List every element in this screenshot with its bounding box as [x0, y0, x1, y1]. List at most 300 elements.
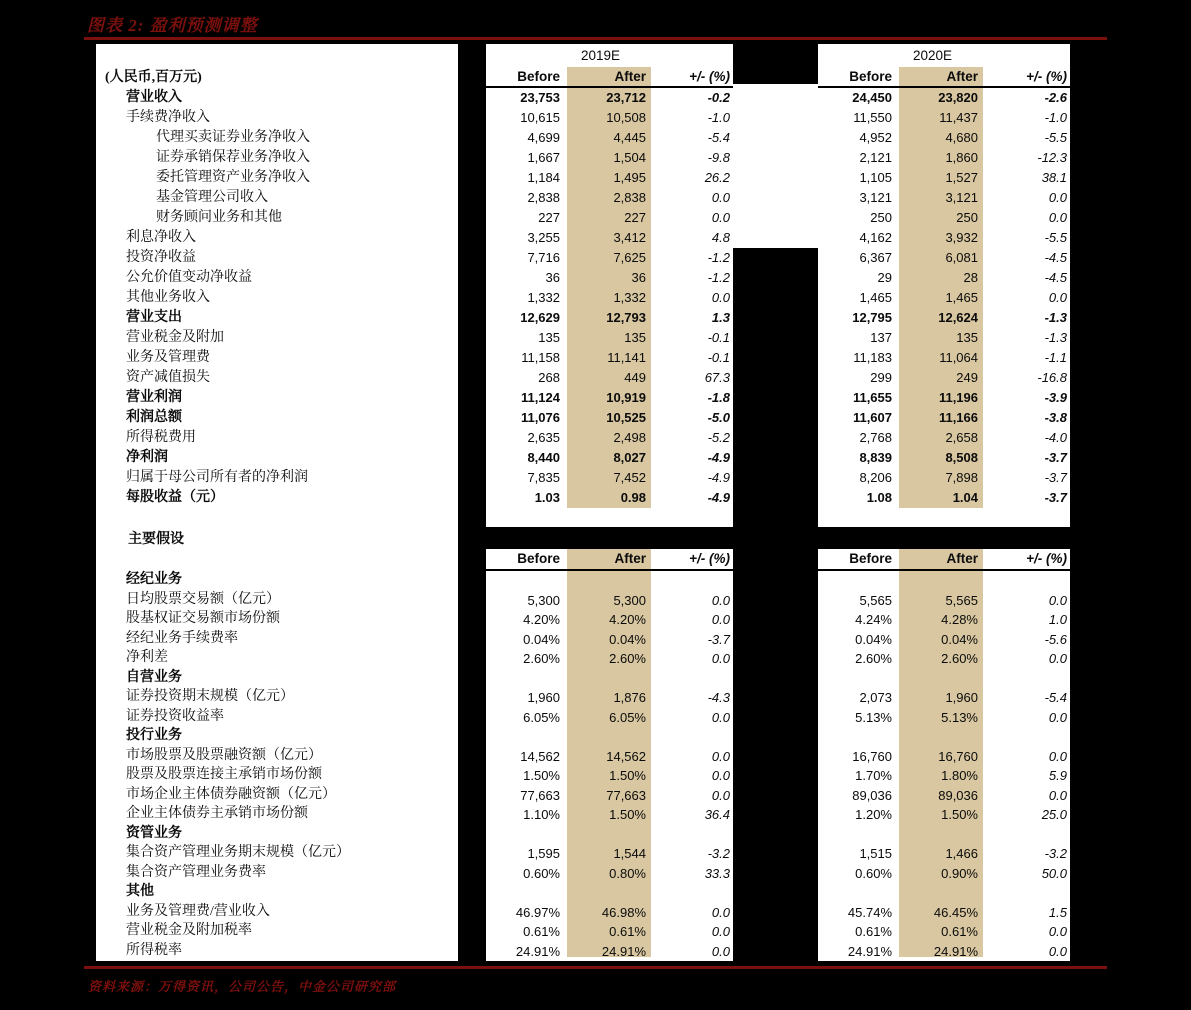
value-before: 89,036	[852, 787, 892, 803]
value-chg	[651, 727, 733, 747]
value-chg: 0.0	[711, 210, 730, 225]
value-after: 8,027	[613, 450, 646, 465]
value-after: 4.20%	[609, 612, 646, 627]
col-header-chg: +/- (%)	[1026, 69, 1067, 84]
value-after: 2,838	[613, 190, 646, 205]
value-chg: -3.2	[707, 846, 730, 861]
table-row	[486, 669, 733, 689]
value-chg: 0.0	[1048, 787, 1067, 803]
table-row	[818, 669, 1070, 689]
value-after: 4,445	[613, 130, 646, 145]
table-row	[486, 228, 733, 248]
value-after	[567, 727, 651, 747]
value-after: 135	[956, 330, 978, 345]
row-label: 股基权证交易额市场份额	[126, 611, 280, 626]
row-label: 财务顾问业务和其他	[156, 210, 282, 225]
title-rule	[84, 37, 1107, 40]
row-label: 集合资产管理业务费率	[126, 864, 266, 880]
value-after: 1,495	[613, 170, 646, 185]
value-after: 36	[631, 270, 646, 285]
row-label: 证券投资收益率	[126, 708, 224, 724]
table-row	[818, 448, 1070, 468]
table-row	[818, 942, 1070, 962]
value-after: 46.98%	[601, 904, 646, 920]
value-after: 46.45%	[933, 904, 978, 920]
table-row	[818, 208, 1070, 228]
income-row-labels	[96, 88, 458, 508]
table-row	[486, 348, 733, 368]
value-before: 29	[877, 270, 892, 285]
value-chg: -5.2	[707, 430, 730, 445]
value-chg: 0.0	[711, 943, 730, 959]
value-after: 2.60%	[609, 651, 646, 666]
row-label: 资产减值损失	[126, 370, 210, 385]
value-chg: 1.5	[1048, 904, 1067, 920]
value-chg	[983, 669, 1070, 689]
value-chg: 0.0	[711, 768, 730, 783]
table-row	[818, 844, 1070, 864]
table-row	[818, 108, 1070, 128]
table-row	[818, 128, 1070, 148]
value-after: 11,166	[938, 410, 978, 425]
row-label: 其他	[126, 884, 154, 899]
row-label: 经纪业务	[126, 572, 182, 587]
row-label: 基金管理公司收入	[156, 190, 268, 205]
value-before	[818, 883, 899, 903]
table-row	[818, 308, 1070, 328]
value-after: 0.80%	[609, 865, 646, 881]
col-header-before: Before	[849, 69, 892, 84]
table-row	[486, 883, 733, 903]
value-before: 1,105	[859, 170, 892, 185]
assumptions-2019-block	[486, 548, 733, 961]
value-before: 24.91%	[515, 943, 560, 959]
column-headers	[486, 67, 733, 88]
value-before: 8,839	[859, 450, 892, 465]
value-after: 14,562	[606, 748, 646, 764]
value-chg: 0.0	[1048, 190, 1067, 205]
value-chg: -1.0	[1044, 110, 1067, 125]
table-row	[486, 248, 733, 268]
table-row	[818, 786, 1070, 806]
value-after	[567, 571, 651, 591]
value-after: 249	[956, 370, 978, 385]
value-chg: -5.0	[707, 410, 730, 425]
row-label: 市场股票及股票融资额（亿元）	[126, 747, 322, 763]
value-after: 7,898	[945, 470, 978, 485]
value-before: 4.20%	[523, 612, 560, 627]
assumptions-heading: 主要假设	[128, 532, 184, 547]
row-label: 每股收益（元）	[126, 490, 224, 505]
value-after: 5,565	[945, 592, 978, 608]
row-label: 委托管理资产业务净收入	[156, 170, 310, 185]
value-after: 10,919	[606, 390, 646, 405]
value-before: 1,515	[859, 846, 892, 861]
value-chg	[651, 825, 733, 845]
row-label: 利息净收入	[126, 230, 196, 245]
value-chg: 50.0	[1041, 865, 1067, 881]
table-row	[486, 591, 733, 611]
value-chg: 0.0	[711, 290, 730, 305]
value-before: 2,838	[527, 190, 560, 205]
value-before: 3,121	[859, 190, 892, 205]
value-after: 6.05%	[609, 709, 646, 725]
value-before: 268	[538, 370, 560, 385]
table-row	[818, 288, 1070, 308]
value-chg	[983, 571, 1070, 591]
data-rows	[818, 571, 1070, 961]
row-label: 集合资产管理业务期末规模（亿元）	[126, 845, 350, 860]
value-before	[818, 727, 899, 747]
col-header-after: After	[946, 69, 978, 84]
row-label: 股票及股票连接主承销市场份额	[126, 767, 322, 782]
row-label: 自营业务	[126, 669, 182, 685]
table-row	[486, 610, 733, 630]
value-chg: 36.4	[704, 807, 730, 822]
table-row	[486, 903, 733, 923]
value-chg: 0.0	[711, 651, 730, 666]
col-header-after: After	[614, 69, 646, 84]
value-chg: -5.4	[1044, 690, 1067, 705]
value-before	[818, 571, 899, 591]
table-row	[818, 488, 1070, 508]
value-after	[899, 883, 983, 903]
value-chg: -1.2	[707, 250, 730, 265]
value-after: 449	[624, 370, 646, 385]
table-row	[486, 630, 733, 650]
col-header-chg: +/- (%)	[689, 551, 730, 566]
value-after: 0.04%	[941, 631, 978, 647]
table-row	[486, 428, 733, 448]
value-chg: -16.8	[1037, 370, 1067, 385]
data-rows	[818, 88, 1070, 508]
value-chg: 67.3	[704, 370, 730, 385]
table-row	[486, 328, 733, 348]
table-row	[818, 591, 1070, 611]
value-before: 24,450	[852, 90, 892, 105]
table-row	[486, 747, 733, 767]
value-before: 11,655	[852, 390, 892, 405]
row-label: 日均股票交易额（亿元）	[126, 591, 280, 607]
table-row	[818, 571, 1070, 591]
value-before: 11,124	[520, 390, 560, 405]
value-before: 1.10%	[523, 807, 560, 822]
table-row	[818, 610, 1070, 630]
row-label: 投资净收益	[126, 250, 196, 265]
value-before: 2,073	[859, 690, 892, 705]
value-before: 1,465	[859, 290, 892, 305]
value-chg: -4.9	[707, 490, 730, 505]
value-before	[818, 825, 899, 845]
value-before: 11,607	[852, 410, 892, 425]
value-chg: 0.0	[1048, 924, 1067, 939]
row-label: 手续费净收入	[126, 110, 210, 125]
col-header-before: Before	[849, 551, 892, 566]
value-before: 5,300	[527, 592, 560, 608]
table-row	[486, 468, 733, 488]
value-chg: 26.2	[704, 170, 730, 185]
table-row	[818, 168, 1070, 188]
value-before: 1,595	[527, 846, 560, 861]
column-headers	[818, 67, 1070, 88]
value-chg: -3.7	[1044, 490, 1067, 505]
footer-rule	[84, 966, 1107, 969]
value-after: 6,081	[945, 250, 978, 265]
value-before: 1,667	[527, 150, 560, 165]
value-chg: -3.7	[1044, 470, 1067, 485]
table-row	[818, 188, 1070, 208]
value-chg: -2.6	[1044, 90, 1067, 105]
col-header-before: Before	[517, 69, 560, 84]
value-chg: -0.2	[707, 90, 730, 105]
table-row	[486, 448, 733, 468]
table-row	[486, 368, 733, 388]
value-before: 2,635	[527, 430, 560, 445]
value-after: 11,064	[939, 350, 978, 365]
value-before: 7,835	[527, 470, 560, 485]
source-note: 资料来源：万得资讯，公司公告，中金公司研究部	[88, 979, 397, 994]
value-before: 0.60%	[855, 865, 892, 881]
value-after: 0.90%	[941, 865, 978, 881]
value-chg: 0.0	[711, 709, 730, 725]
value-after	[899, 571, 983, 591]
value-before: 4.24%	[855, 612, 892, 627]
value-before: 3,255	[527, 230, 560, 245]
value-after: 11,437	[939, 110, 978, 125]
value-before: 45.74%	[847, 904, 892, 920]
value-before: 11,183	[853, 350, 892, 365]
background-patch	[733, 84, 818, 248]
row-label: 所得税费用	[126, 430, 196, 445]
table-row	[818, 747, 1070, 767]
income-2019-block	[486, 44, 733, 527]
value-chg: 0.0	[1048, 748, 1067, 764]
value-after: 8,508	[945, 450, 978, 465]
value-before: 46.97%	[515, 904, 560, 920]
table-row	[818, 903, 1070, 923]
value-after: 12,793	[606, 310, 646, 325]
value-after: 1.50%	[941, 807, 978, 822]
value-chg: -3.7	[707, 631, 730, 647]
table-row	[818, 388, 1070, 408]
value-before: 11,550	[853, 110, 892, 125]
value-chg: -3.9	[1044, 390, 1067, 405]
value-before: 1,332	[527, 290, 560, 305]
row-label: 营业利润	[126, 390, 182, 405]
value-before: 4,952	[859, 130, 892, 145]
value-before: 0.61%	[523, 924, 560, 939]
value-before: 10,615	[520, 110, 560, 125]
col-header-after: After	[614, 551, 646, 566]
value-chg	[651, 883, 733, 903]
value-chg: 0.0	[711, 748, 730, 764]
value-after: 77,663	[606, 787, 646, 803]
row-label: 其他业务收入	[126, 290, 210, 305]
table-row	[486, 825, 733, 845]
column-headers	[486, 549, 733, 571]
value-chg: 0.0	[711, 924, 730, 939]
value-after: 1.50%	[609, 807, 646, 822]
assumptions-2020-block	[818, 548, 1070, 961]
value-before	[486, 727, 567, 747]
col-header-before: Before	[517, 551, 560, 566]
row-label: 企业主体债券主承销市场份额	[126, 806, 308, 821]
table-row	[818, 649, 1070, 669]
table-row	[818, 468, 1070, 488]
row-label: 资管业务	[126, 825, 182, 841]
col-header-after: After	[946, 551, 978, 566]
value-before: 2.60%	[855, 651, 892, 666]
value-before: 1.03	[534, 490, 560, 505]
value-chg	[651, 669, 733, 689]
value-after: 4,680	[945, 130, 978, 145]
value-before: 5,565	[859, 592, 892, 608]
value-chg: -4.5	[1044, 270, 1067, 285]
table-row	[818, 630, 1070, 650]
value-after: 1,960	[945, 690, 978, 705]
value-chg: 25.0	[1041, 807, 1067, 822]
table-row	[486, 688, 733, 708]
value-chg: -1.3	[1044, 330, 1067, 345]
value-chg: -4.9	[707, 450, 730, 465]
value-after: 135	[624, 330, 646, 345]
table-row	[486, 922, 733, 942]
value-chg: -1.0	[707, 110, 730, 125]
value-after: 16,760	[938, 748, 978, 764]
table-row	[818, 805, 1070, 825]
value-after: 3,412	[613, 230, 646, 245]
value-chg: -0.1	[707, 350, 730, 365]
value-after: 2.60%	[941, 651, 978, 666]
value-after: 28	[963, 270, 978, 285]
row-label: 净利润	[126, 450, 168, 465]
value-after: 1,466	[945, 846, 978, 861]
value-chg: -1.8	[707, 390, 730, 405]
value-before: 7,716	[527, 250, 560, 265]
value-after: 1,544	[613, 846, 646, 861]
value-after: 2,498	[613, 430, 646, 445]
table-row	[818, 328, 1070, 348]
table-row	[818, 268, 1070, 288]
table-row	[818, 148, 1070, 168]
value-after	[567, 669, 651, 689]
value-chg: -3.8	[1044, 410, 1067, 425]
table-row	[818, 248, 1070, 268]
table-row	[486, 188, 733, 208]
table-row	[486, 864, 733, 884]
value-chg: -4.3	[707, 690, 730, 705]
table-row	[486, 649, 733, 669]
value-chg: -1.1	[1044, 350, 1067, 365]
value-before: 0.61%	[855, 924, 892, 939]
value-after: 12,624	[938, 310, 978, 325]
table-row	[486, 786, 733, 806]
value-after	[899, 727, 983, 747]
row-label: 市场企业主体债券融资额（亿元）	[126, 786, 336, 802]
table-row	[486, 805, 733, 825]
value-before: 299	[870, 370, 892, 385]
value-chg: -12.3	[1037, 150, 1067, 165]
table-row	[818, 922, 1070, 942]
value-before: 4,162	[859, 230, 892, 245]
value-after: 5,300	[613, 592, 646, 608]
table-row	[486, 88, 733, 108]
value-after: 10,525	[606, 410, 646, 425]
table-row	[818, 727, 1070, 747]
value-before: 2,121	[859, 150, 892, 165]
value-before: 4,699	[527, 130, 560, 145]
income-2020-block	[818, 44, 1070, 527]
value-before: 6.05%	[523, 709, 560, 725]
value-before: 1,184	[527, 170, 560, 185]
value-after: 0.98	[620, 490, 646, 505]
value-chg: 0.0	[1048, 592, 1067, 608]
value-after: 2,658	[945, 430, 978, 445]
value-before: 77,663	[520, 787, 560, 803]
value-after: 0.61%	[941, 924, 978, 939]
value-after: 7,625	[613, 250, 646, 265]
table-row	[818, 428, 1070, 448]
table-row	[818, 228, 1070, 248]
value-after: 1.80%	[941, 768, 978, 783]
value-chg: -5.4	[707, 130, 730, 145]
row-label: 所得税率	[126, 942, 182, 958]
unit-label: (人民币,百万元)	[105, 70, 202, 85]
value-chg: 0.0	[1048, 651, 1067, 666]
value-before: 11,158	[521, 350, 560, 365]
value-chg: -4.9	[707, 470, 730, 485]
value-before: 0.60%	[523, 865, 560, 881]
value-chg: -5.5	[1044, 230, 1067, 245]
value-after: 24.91%	[601, 943, 646, 959]
value-before	[486, 883, 567, 903]
value-before: 23,753	[520, 90, 560, 105]
value-chg: 0.0	[711, 787, 730, 803]
value-before: 137	[870, 330, 892, 345]
value-before: 8,440	[527, 450, 560, 465]
value-chg: 33.3	[704, 865, 730, 881]
value-after	[899, 825, 983, 845]
value-after: 1,876	[613, 690, 646, 705]
value-after: 1.04	[952, 490, 978, 505]
value-chg: 0.0	[1048, 210, 1067, 225]
row-label: 营业收入	[126, 90, 182, 105]
value-before: 1.50%	[523, 768, 560, 783]
value-chg: -9.8	[707, 150, 730, 165]
row-label: 营业税金及附加	[126, 330, 224, 345]
row-label: 业务及管理费/营业收入	[126, 903, 270, 919]
value-chg: 1.3	[711, 310, 730, 325]
value-after: 1,860	[945, 150, 978, 165]
value-after: 0.04%	[609, 631, 646, 647]
value-chg: -3.7	[1044, 450, 1067, 465]
value-before: 24.91%	[847, 943, 892, 959]
table-row	[818, 688, 1070, 708]
table-row	[486, 844, 733, 864]
value-before: 1.08	[866, 490, 892, 505]
value-after: 4.28%	[941, 612, 978, 627]
table-row	[818, 88, 1070, 108]
table-row	[486, 128, 733, 148]
value-before	[486, 571, 567, 591]
row-label: 公允价值变动净收益	[126, 270, 252, 285]
value-before: 12,795	[852, 310, 892, 325]
value-after: 227	[624, 210, 646, 225]
period-label-2019: 2019E	[580, 48, 621, 63]
value-before: 36	[545, 270, 560, 285]
figure-title: 图表 2: 盈利预测调整	[87, 16, 258, 35]
table-row	[486, 708, 733, 728]
